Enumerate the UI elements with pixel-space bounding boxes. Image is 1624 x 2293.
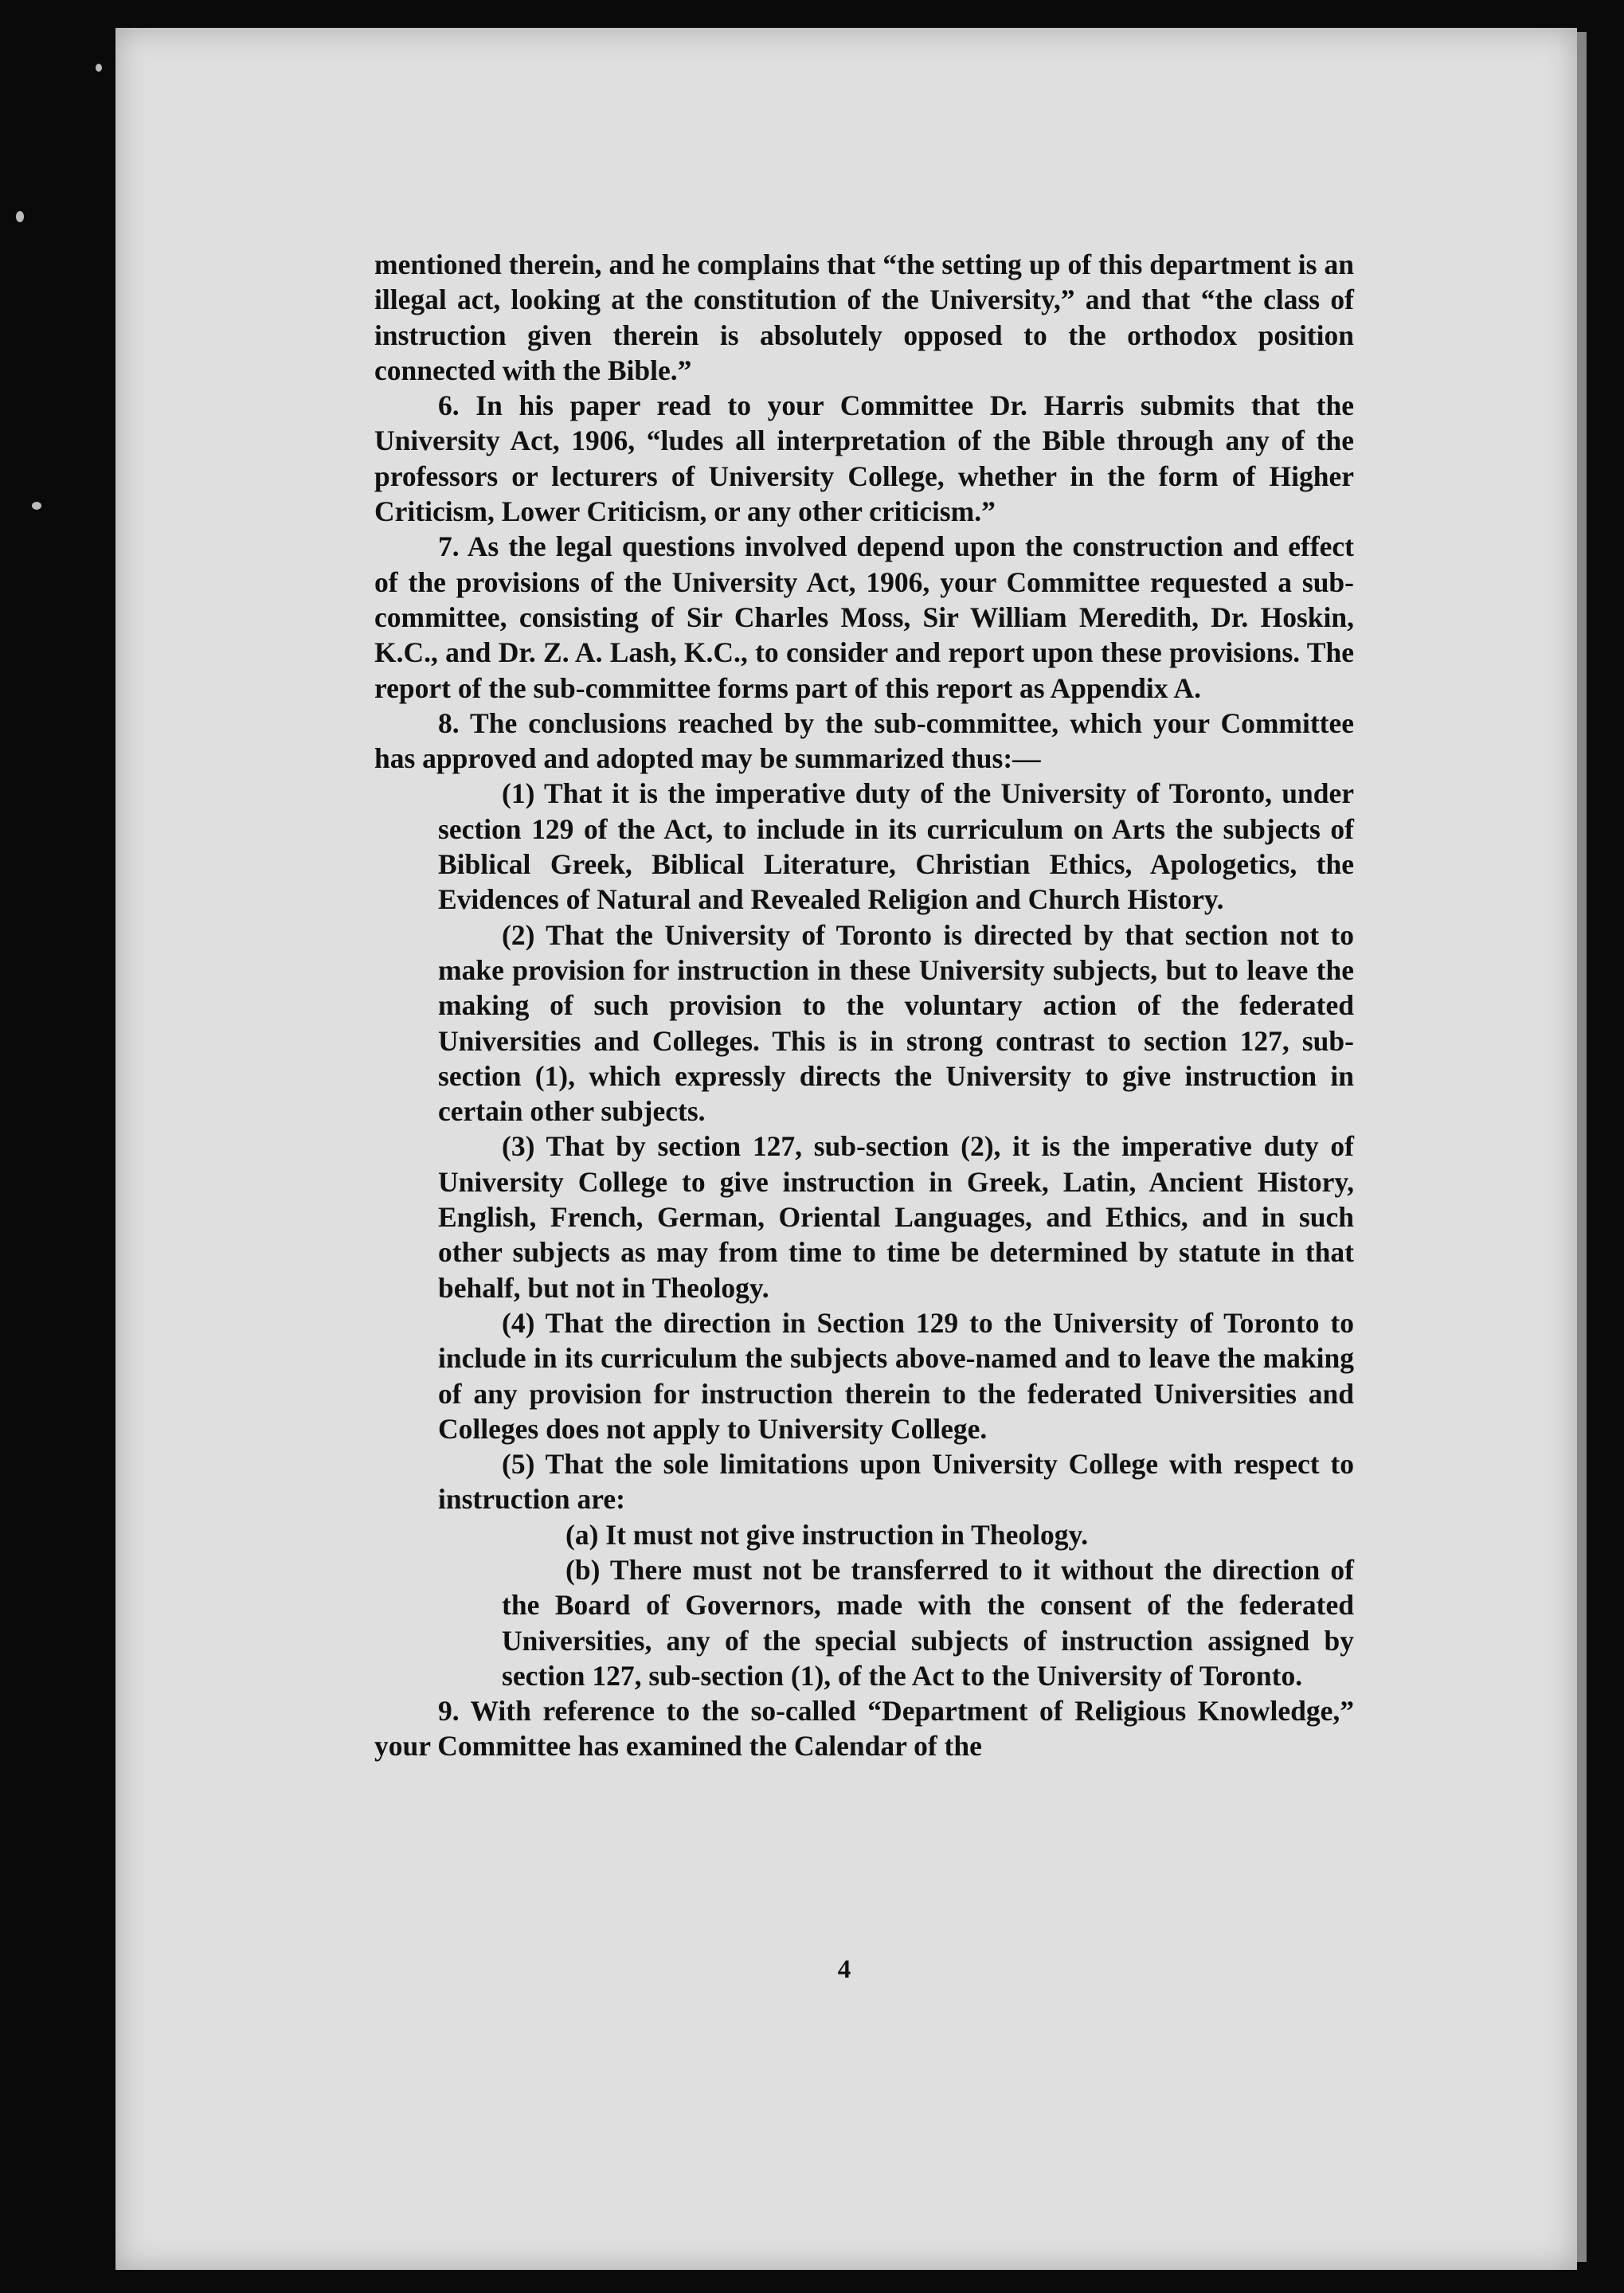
paragraph-7: 7. As the legal questions involved depend upon the construction and effect of the provisions of the University Act, 1906, your Committee requested a sub-committee, consisting of Sir Charles Moss, Sir William Meredith, Dr. Hoskin, K.C., and Dr. Z. A. Lash, K.C., to consider and report upon these provisions. The report of the sub-committee forms part of this report as Appendix A. [374,530,1354,704]
body-text [374,247,1354,1764]
conclusion-item-3: (3) That by section 127, sub-section (2), it is the imperative duty of University College to give instruction in Greek, Latin, Ancient History, English, French, German, Oriental Languages, and Ethics, and in such other subjects as may from time to time be determined by statute in that behalf, but not in Theology. [438,1130,1354,1304]
page-edge [1577,32,1587,2262]
paragraph-continuation: mentioned therein, and he complains that “the setting up of this department is an illegal act, looking at the constitution of the University,” and that “the class of instruction given therein is absolutely opposed to the orthodox position connected with the Bible.” [374,248,1354,386]
conclusion-item-4: (4) That the direction in Section 129 to the University of Toronto to include in its curriculum the subjects above-named and to leave the making of any provision for instruction therein to the federated Universities and Colleges does not apply to University College. [438,1306,1354,1445]
conclusion-item-5: (5) That the sole limitations upon University College with respect to instruction are: [438,1448,1354,1516]
paragraph-8: 8. The conclusions reached by the sub-committee, which your Committee has approved and adopted may be summarized thus:— [374,706,1354,775]
page-number: 4 [837,1955,851,1984]
conclusion-item-2: (2) That the University of Toronto is directed by that section not to make provision for instruction in these University subjects, but to leave the making of such provision to the voluntary action of the federated Universities and Colleges. This is in strong contrast to section 127, sub-section (1), which expressly directs the University to give instruction in certain other subjects. [438,918,1354,1128]
limitation-item-b: (b) There must not be transferred to it without the direction of the Board of Governors, made with the consent of the federated Universities, any of the special subjects of instruction assigned by section 127, sub-section (1), of the Act to the University of Toronto. [502,1553,1354,1692]
paragraph-6: 6. In his paper read to your Committee Dr. Harris submits that the University Act, 1906, “ludes all interpretation of the Bible through any of the professors or lecturers of University College, whether in the form of Higher Criticism, Lower Criticism, or any other criticism.” [374,389,1354,528]
limitation-item-a: (a) It must not give instruction in Theology. [565,1518,1089,1551]
dust-speck [16,211,24,222]
paragraph-9: 9. With reference to the so-called “Department of Religious Knowledge,” your Committee has examined the Calendar of the [374,1695,1354,1763]
dust-speck [96,64,102,72]
conclusion-item-1: (1) That it is the imperative duty of the University of Toronto, under section 129 of the Act, to include in its curriculum on Arts the subjects of Biblical Greek, Biblical Literature, Christian Ethics, Apologetics, the Evidences of Natural and Revealed Religion and Church History. [438,777,1354,916]
dust-speck [32,502,41,510]
